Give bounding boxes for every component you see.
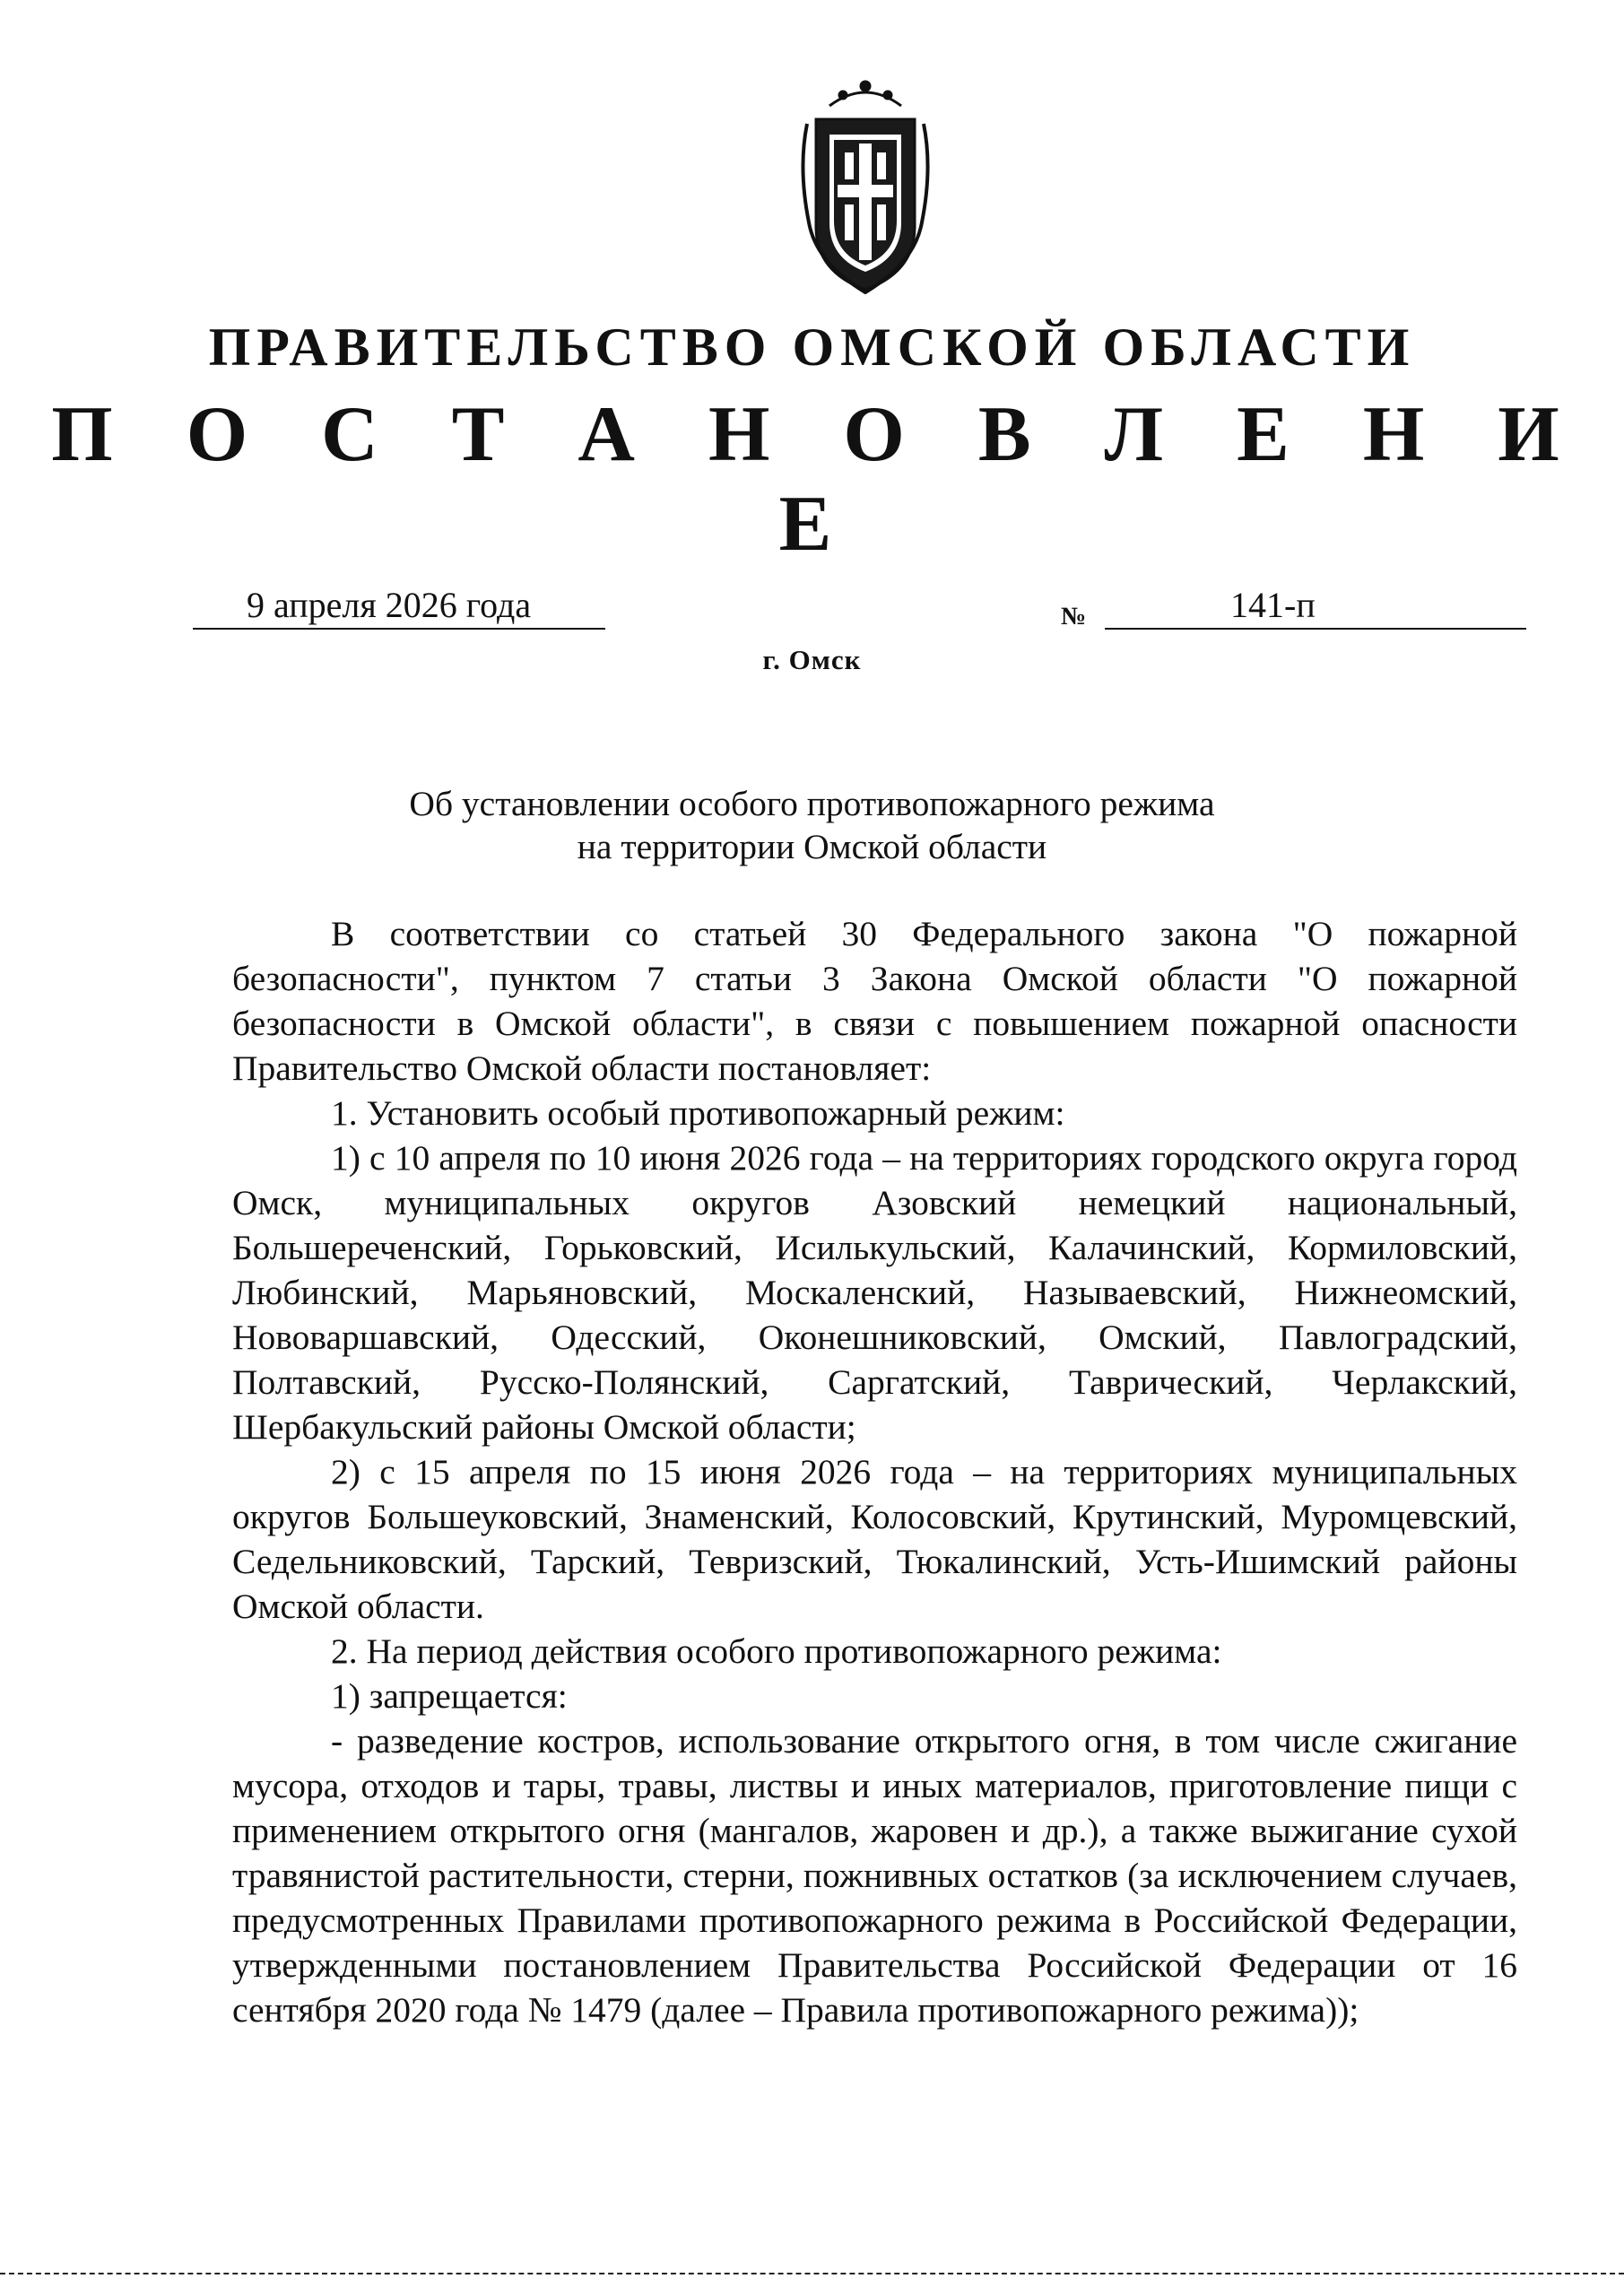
paragraph: 2) с 15 апреля по 15 июня 2026 года – на территориях муниципальных округов Большеуковский, Знаменский, Колосовский, Крутинский, Муромцевский, Седельниковский, Тарский, Тевризский, Тюкалинский, Усть-Ишимский районы Омской области. xyxy=(232,1452,1517,1626)
government-title: ПРАВИТЕЛЬСТВО ОМСКОЙ ОБЛАСТИ xyxy=(208,317,1416,377)
paragraph: 1) с 10 апреля по 10 июня 2026 года – на территориях городского округа город Омск, муниципальных округов Азовский немецкий национальный, Большереченский, Горьковский, Исилькульский, Калачинский, Кормиловский, Любинский, Марьяновский, Москаленский, Называевский, Нижнеомский, Нововаршавский, Одесский, Оконешниковский, Омский, Павлоградский, Полтавский, Русско-Полянский, Саргатский, Таврический, Черлакский, Шербакульский районы Омской области; xyxy=(232,1138,1517,1447)
number-field xyxy=(1105,583,1526,630)
paragraph: 1. Установить особый противопожарный режим: xyxy=(331,1093,1065,1133)
paragraph: В соответствии со статьей 30 Федерального закона "О пожарной безопасности", пунктом 7 статьи 3 Закона Омской области "О пожарной безопасности в Омской области", в связи с повышением пожарной опасности Правительство Омской области постановляет: xyxy=(232,914,1517,1088)
subject-line-2: на территории Омской области xyxy=(577,827,1047,866)
city: г. Омск xyxy=(762,644,862,675)
document-subject xyxy=(269,782,1355,868)
document-body xyxy=(232,911,1517,2032)
paragraph: 2. На период действия особого противопожарного режима: xyxy=(331,1631,1222,1671)
date-field xyxy=(193,583,605,630)
number-label: № xyxy=(1061,603,1087,631)
paragraph: 1) запрещается: xyxy=(331,1676,568,1716)
document-date: 9 апреля 2026 года xyxy=(247,585,532,625)
subject-line-1: Об установлении особого противопожарного режима xyxy=(409,784,1215,823)
document-number: 141-п xyxy=(1230,585,1316,625)
paragraph: - разведение костров, использование открытого огня, в том числе сжигание мусора, отходов и тары, травы, листвы и иных материалов, приготовление пищи с применением открытого огня (мангалов, жаровен и др.), а также выжигание сухой травянистой растительности, стерни, пожнивных остатков (за исключением случаев, предусмотренных Правилами противопожарного режима в Российской Федерации, утвержденными постановлением Правительства Российской Федерации от 16 сентября 2020 года № 1479 (далее – Правила противопожарного режима)); xyxy=(232,1721,1517,2030)
document-type: П О С Т А Н О В Л Е Н И Е xyxy=(51,391,1586,568)
coat-of-arms-emblem xyxy=(780,70,951,294)
footer-divider xyxy=(0,2273,1624,2274)
